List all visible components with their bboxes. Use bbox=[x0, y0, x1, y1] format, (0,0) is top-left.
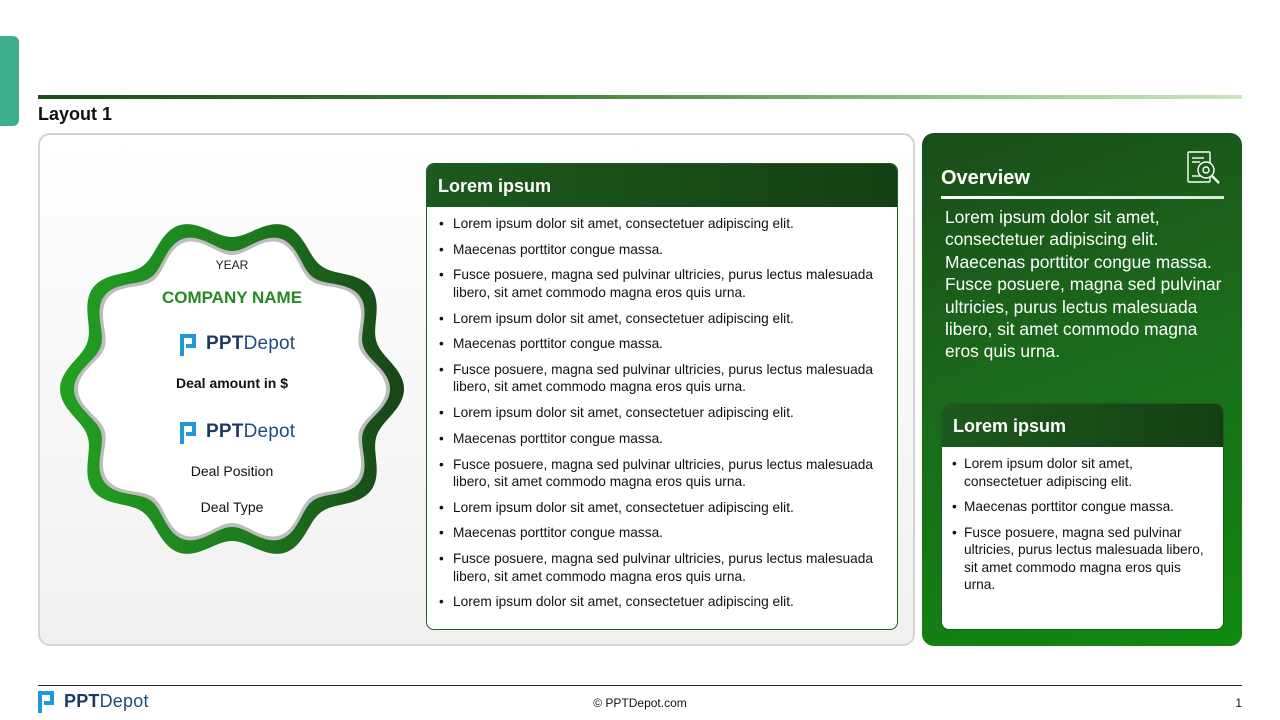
overview-underline bbox=[941, 196, 1224, 199]
badge-deal-amount: Deal amount in $ bbox=[175, 375, 289, 391]
list-item: • Lorem ipsum dolor sit amet, consectetuer adipiscing elit. bbox=[439, 215, 885, 233]
badge-deal-position: Deal Position bbox=[190, 463, 274, 479]
footer-divider bbox=[38, 685, 1242, 686]
overview-title: Overview bbox=[941, 167, 1030, 189]
document-magnifier-icon bbox=[1186, 150, 1222, 186]
list-item: • Lorem ipsum dolor sit amet, consectetuer adipiscing elit. bbox=[439, 499, 885, 517]
slide-title: Layout 1 bbox=[38, 104, 113, 124]
lorem-ipsum-bullet-list bbox=[427, 207, 897, 611]
list-item: • Maecenas porttitor congue massa. bbox=[439, 430, 885, 448]
list-item: • Fusce posuere, magna sed pulvinar ultricies, purus lectus malesuada libero, sit amet commodo magna eros quis urna. bbox=[952, 524, 1213, 594]
list-item: • Fusce posuere, magna sed pulvinar ultricies, purus lectus malesuada libero, sit amet commodo magna eros quis urna. bbox=[439, 266, 885, 301]
side-accent-tab bbox=[0, 36, 19, 126]
lorem-ipsum-card bbox=[426, 163, 898, 630]
list-item: • Maecenas porttitor congue massa. bbox=[439, 524, 885, 542]
right-lorem-ipsum-card bbox=[941, 403, 1224, 630]
badge-company-name: COMPANY NAME bbox=[161, 288, 303, 307]
list-item: • Lorem ipsum dolor sit amet, consectetuer adipiscing elit. bbox=[439, 404, 885, 422]
pptdepot-logo-icon bbox=[180, 332, 202, 356]
list-item: • Fusce posuere, magna sed pulvinar ultricies, purus lectus malesuada libero, sit amet commodo magna eros quis urna. bbox=[439, 361, 885, 396]
title-underline bbox=[38, 95, 1242, 99]
list-item: • Maecenas porttitor congue massa. bbox=[439, 241, 885, 259]
badge-logo bbox=[180, 332, 295, 356]
badge-deal-type: Deal Type bbox=[200, 499, 264, 515]
overview-text: Lorem ipsum dolor sit amet, consectetuer adipiscing elit. Maecenas porttitor congue massa. Fusce posuere, magna sed pulvinar ultricies, purus lectus malesuada libero, sit amet commodo magna eros quis urna. bbox=[945, 207, 1222, 362]
lorem-ipsum-card-title: Lorem ipsum bbox=[427, 164, 897, 207]
badge-logo-text: PPTDepot bbox=[206, 333, 296, 354]
list-item: • Fusce posuere, magna sed pulvinar ultricies, purus lectus malesuada libero, sit amet commodo magna eros quis urna. bbox=[439, 550, 885, 585]
footer-copyright: © PPTDepot.com bbox=[593, 696, 687, 710]
list-item: • Lorem ipsum dolor sit amet, consectetuer adipiscing elit. bbox=[439, 310, 885, 328]
badge-year: YEAR bbox=[215, 258, 249, 272]
badge-logo-secondary bbox=[180, 420, 295, 444]
right-lorem-ipsum-card-title: Lorem ipsum bbox=[942, 404, 1223, 447]
list-item: • Fusce posuere, magna sed pulvinar ultricies, purus lectus malesuada libero, sit amet commodo magna eros quis urna. bbox=[439, 456, 885, 491]
list-item: • Lorem ipsum dolor sit amet, consectetuer adipiscing elit. bbox=[439, 593, 885, 611]
badge-logo-text: PPTDepot bbox=[206, 421, 296, 442]
pptdepot-logo-icon bbox=[180, 420, 202, 444]
list-item: • Lorem ipsum dolor sit amet, consectetuer adipiscing elit. bbox=[952, 455, 1213, 490]
list-item: • Maecenas porttitor congue massa. bbox=[439, 335, 885, 353]
company-badge bbox=[56, 218, 408, 560]
list-item: • Maecenas porttitor congue massa. bbox=[952, 498, 1213, 516]
page-number: 1 bbox=[1235, 696, 1242, 710]
right-bullet-list bbox=[942, 447, 1223, 594]
footer-logo-text: PPTDepot bbox=[64, 690, 149, 711]
